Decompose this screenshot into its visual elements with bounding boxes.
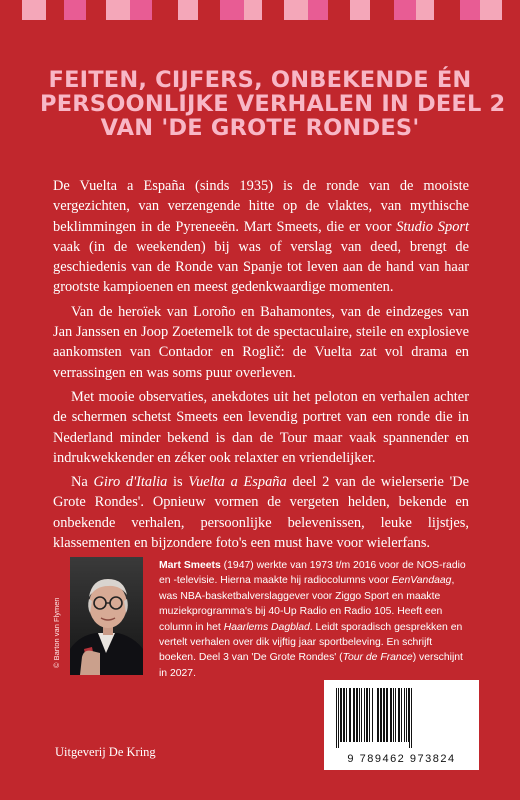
stripe-segment	[416, 0, 434, 20]
isbn-number: 9 789462 973824	[347, 753, 456, 765]
stripe-segment	[152, 0, 178, 20]
barcode-bar	[383, 688, 385, 742]
barcode-bar	[404, 688, 405, 742]
text-run: Na	[71, 474, 94, 491]
stripe-segment	[434, 0, 460, 20]
text-run: ) verschijnt in 2027.	[159, 652, 463, 679]
author-name: Mart Smeets	[159, 560, 221, 571]
barcode-bar	[401, 688, 402, 742]
barcode-bar	[340, 688, 342, 742]
barcode-bar	[361, 688, 362, 742]
barcode-bar	[359, 688, 360, 742]
barcode-bar	[356, 688, 358, 742]
headline-line: VAN 'DE GROTE RONDES'	[100, 115, 420, 141]
photo-credit: © Barton van Flymen	[52, 597, 61, 668]
barcode-bar	[349, 688, 351, 742]
text-run: , was NBA-basketbalverslaggever voor Ziggo Sport en maakte muziekprogramma's bij 40-Up Radio en Radio 105. Heeft een column in het	[159, 575, 455, 633]
author-bio	[159, 558, 471, 681]
author-portrait-image	[70, 557, 143, 675]
stripe-segment	[328, 0, 350, 20]
stripe-segment	[460, 0, 480, 20]
barcode-bar	[380, 688, 382, 742]
text-run: is	[167, 474, 189, 491]
stripe-segment	[262, 0, 284, 20]
stripe-segment	[370, 0, 394, 20]
barcode-bar	[393, 688, 394, 742]
barcode-bar	[369, 688, 370, 742]
barcode-bar	[364, 688, 365, 742]
barcode-bar	[408, 688, 409, 742]
text-run-italic: Giro d'Italia	[93, 474, 168, 491]
blurb-paragraph: Van de heroïek van Loroño en Bahamontes, van de eindzeges van Jan Janssen en Joop Zoetemelk tot de spectaculaire, steile en explosieve aankomsten van Contador en Roglič: de Vuelta zat vol drama en verrassingen en was soms puur overleven.	[53, 303, 469, 381]
blurb	[53, 176, 469, 557]
barcode-bar	[343, 688, 345, 742]
barcode-bar	[398, 688, 400, 742]
stripe-segment	[0, 0, 22, 20]
stripe-segment	[480, 0, 502, 20]
stripe-segment	[198, 0, 220, 20]
stripe-segment	[86, 0, 106, 20]
decorative-stripe-band	[0, 0, 520, 20]
text-run: vaak (in de weekenden) bij was of verslag van deed, brengt de geschiedenis van de Ronde van Spanje tot leven aan de hand van haar grootste kampioenen en meest gedenkwaardige momenten.	[53, 238, 469, 296]
text-run-italic: Studio Sport	[396, 218, 469, 235]
headline-line: PERSOONLIJKE VERHALEN IN DEEL 2	[40, 91, 506, 117]
stripe-segment	[284, 0, 308, 20]
barcode-bar	[409, 688, 410, 748]
barcode-bar	[346, 688, 347, 742]
stripe-segment	[502, 0, 520, 20]
barcode-bar	[366, 688, 368, 742]
text-run-italic: Vuelta a España	[188, 474, 287, 491]
stripe-segment	[64, 0, 86, 20]
barcode-bar	[338, 688, 339, 748]
stripe-segment	[46, 0, 64, 20]
text-run: deel 2 van de wielerserie 'De Grote Rondes'. Opnieuw vormen de vergeten helden, bekende en onbekende verhalen, persoonlijke belevenissen, leuke lijstjes, klassementen en bijzondere foto's een must have voor wielerfans.	[53, 474, 470, 552]
barcode-bar	[377, 688, 379, 742]
headline	[40, 67, 506, 141]
text-run-italic: Haarlems Dagblad	[223, 621, 310, 633]
stripe-segment	[350, 0, 370, 20]
text-run: . Leidt sporadisch gesprekken en vertelt verhalen over dik vijftig jaar sportbeleving. En schrijft boeken. Deel 3 van 'De Grote Rondes' (	[159, 621, 463, 664]
isbn-barcode	[324, 680, 479, 770]
text-run: De Vuelta a España (sinds 1935) is de ronde van de mooiste vergezichten, van verzengende hitte op de vlaktes, van mythische beklimmingen in de Pyreneeën. Mart Smeets, die er voor	[53, 178, 469, 235]
headline-line: FEITEN, CIJFERS, ONBEKENDE ÉN	[48, 67, 472, 93]
stripe-segment	[130, 0, 152, 20]
blurb-paragraph	[53, 176, 469, 298]
barcode-bar	[411, 688, 412, 748]
barcode-icon	[332, 688, 471, 752]
publisher-name: Uitgeverij De Kring	[55, 745, 156, 759]
text-run-italic: EenVandaag	[391, 575, 452, 587]
barcode-bar	[390, 688, 392, 742]
text-run-italic: Tour de France	[342, 652, 413, 664]
stripe-segment	[22, 0, 46, 20]
author-photo	[70, 557, 143, 675]
barcode-bar	[386, 688, 388, 742]
blurb-paragraph	[53, 472, 469, 553]
stripe-segment	[244, 0, 262, 20]
stripe-segment	[220, 0, 244, 20]
stripe-segment	[394, 0, 416, 20]
stripe-segment	[308, 0, 328, 20]
barcode-bar	[395, 688, 396, 742]
blurb-paragraph: Met mooie observaties, anekdotes uit het peloton en verhalen achter de schermen schetst Smeets een levendig portret van een ronde die in Nederland minder bekend is dan de Tour maar vaak spannender en indrukwekkender en zéker ook relaxter en vriendelijker.	[53, 388, 469, 466]
stripe-segment	[178, 0, 198, 20]
barcode-bar	[406, 688, 407, 742]
barcode-bar	[372, 688, 373, 742]
barcode-bar	[336, 688, 337, 748]
barcode-bar	[353, 688, 355, 742]
stripe-segment	[106, 0, 130, 20]
text-run: (1947) werkte van 1973 t/m 2016 voor de NOS-radio en -televisie. Hierna maakte hij radiocolumns voor	[159, 560, 466, 587]
